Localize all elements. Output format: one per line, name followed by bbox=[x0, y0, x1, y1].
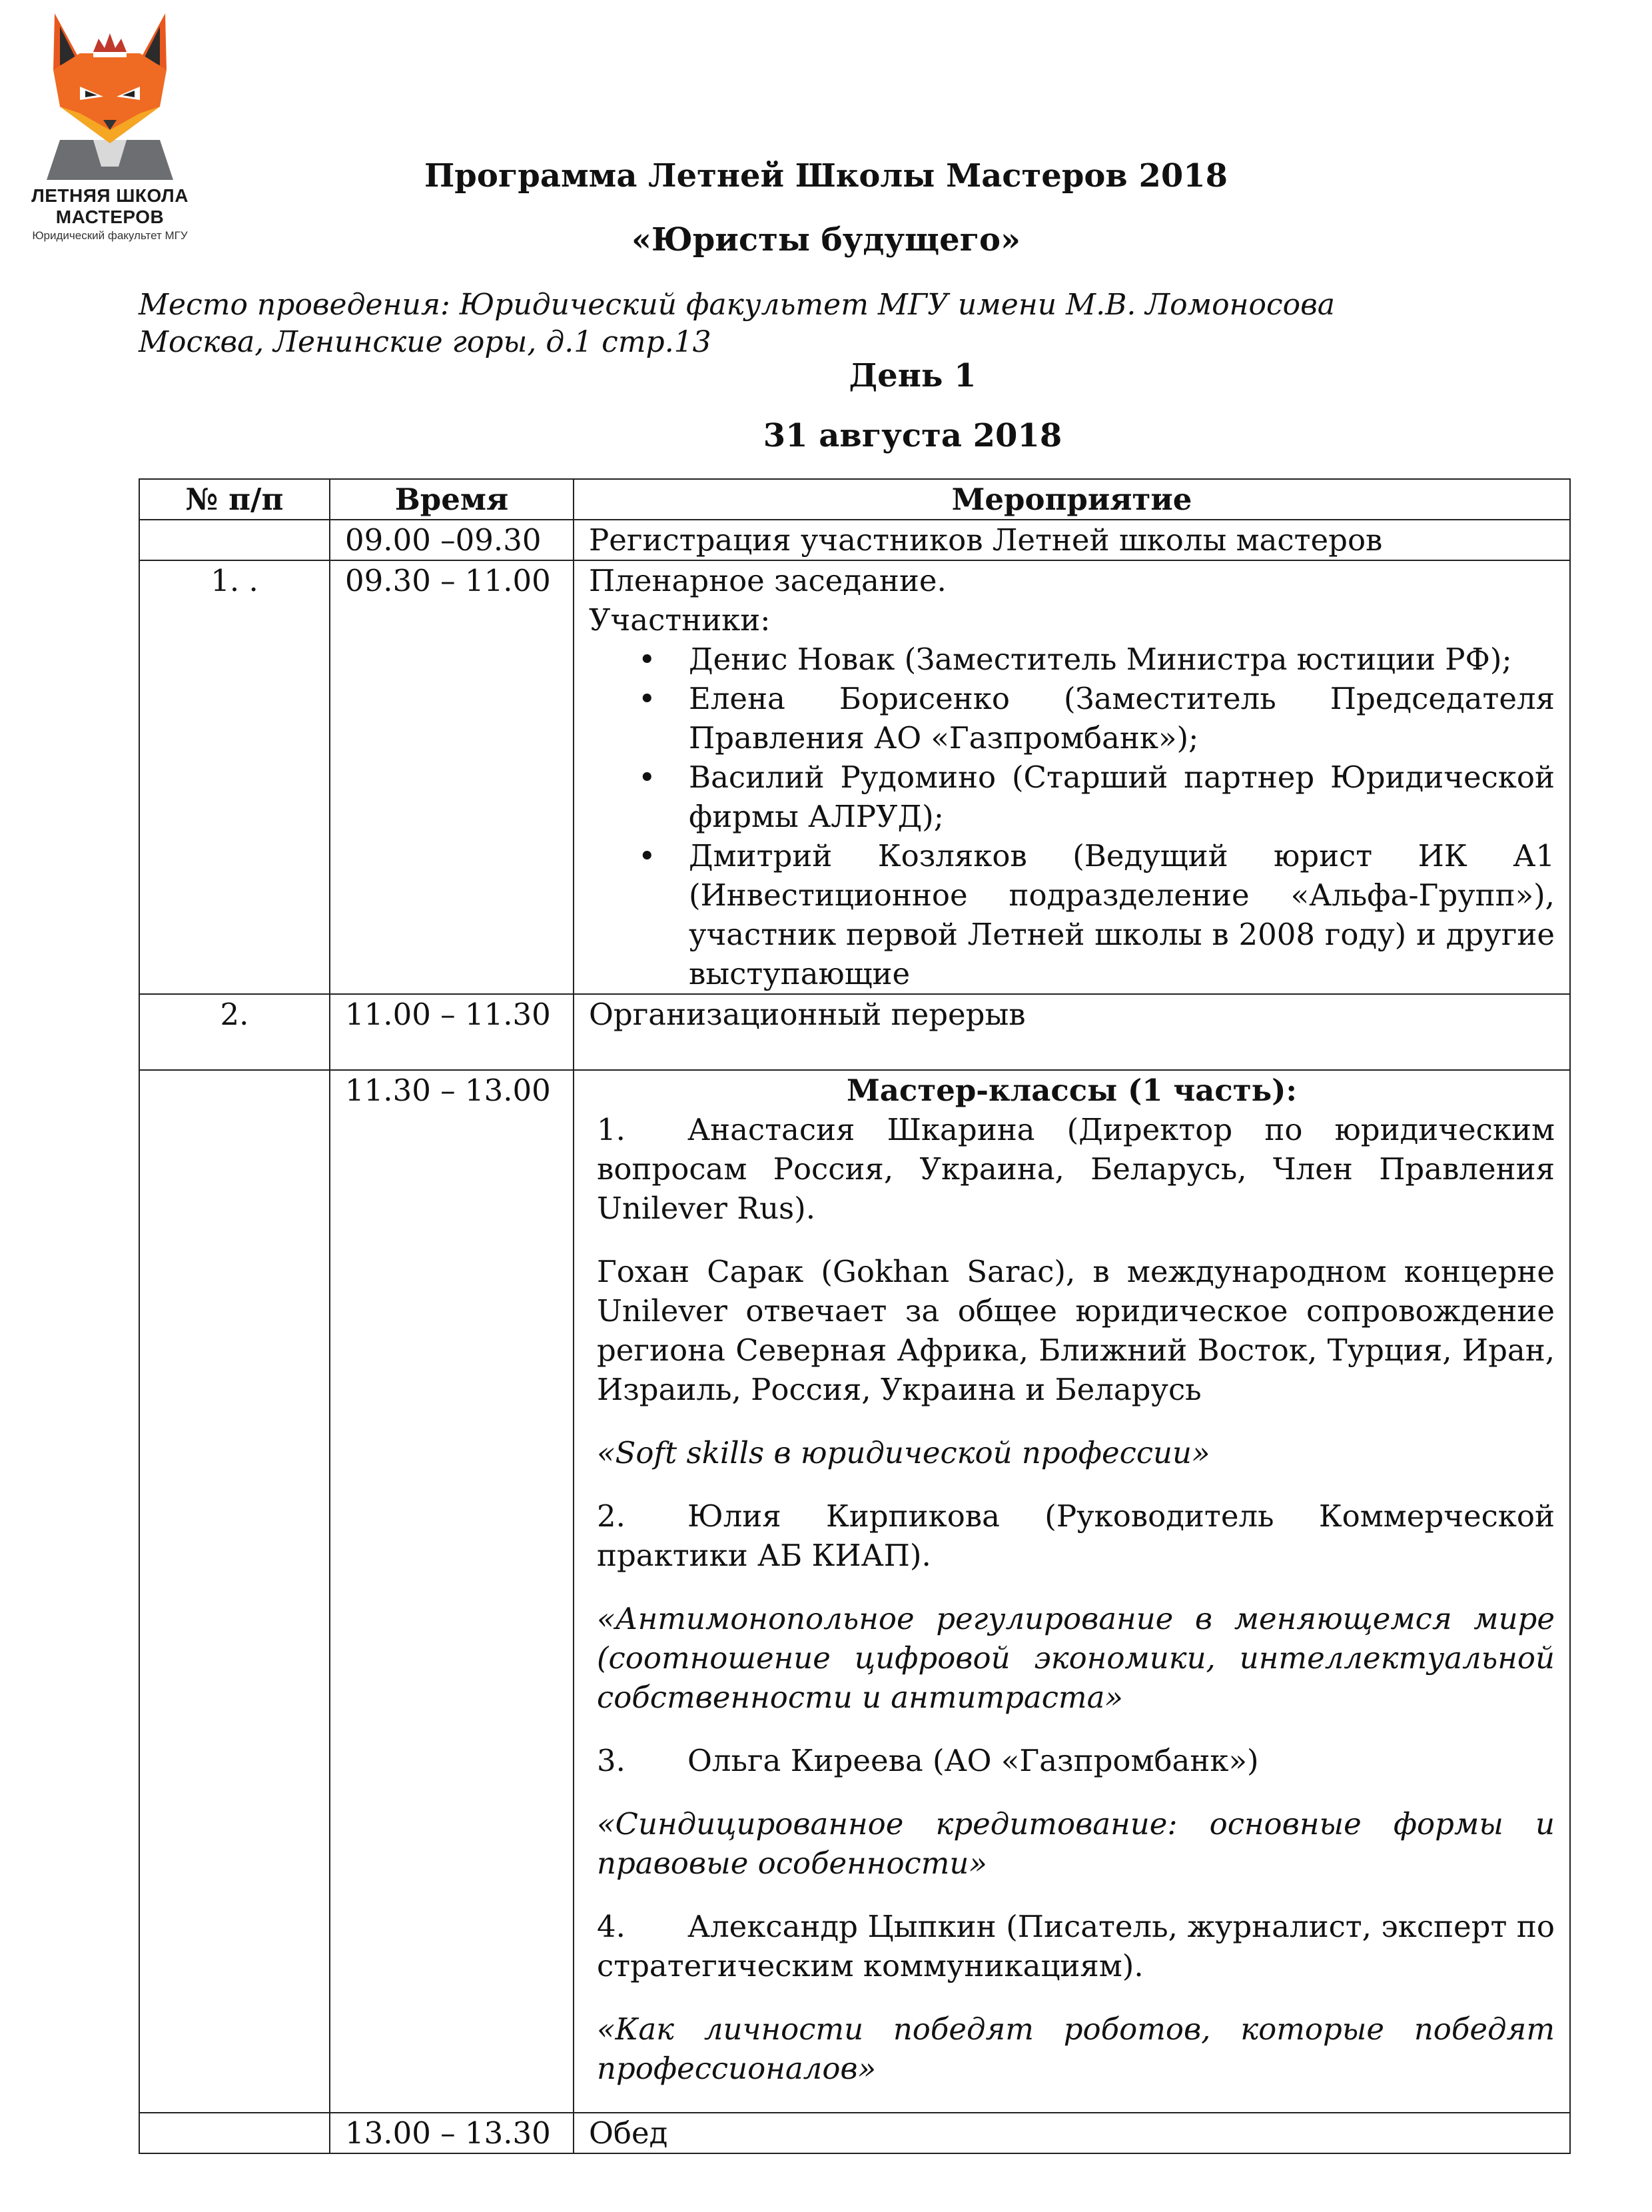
venue-line-1: Место проведения: Юридический факультет МГУ имени М.В. Ломоносова bbox=[139, 288, 1336, 322]
bullet-icon: • bbox=[638, 838, 656, 873]
masterclass-heading: Мастер-классы (1 часть): bbox=[846, 1073, 1298, 1108]
logo-title-line2: МАСТЕРОВ bbox=[55, 207, 165, 227]
table-row bbox=[139, 520, 1570, 560]
bullet-icon: • bbox=[638, 642, 656, 677]
school-logo bbox=[13, 7, 206, 247]
row-time: 09.00 –09.30 bbox=[330, 520, 574, 560]
table-row bbox=[139, 2113, 1570, 2153]
date-heading: 31 августа 2018 bbox=[763, 417, 1062, 454]
table-row bbox=[139, 1070, 1570, 2113]
bullet-icon: • bbox=[638, 760, 656, 795]
header-number: № п/п bbox=[139, 479, 330, 520]
logo-subtitle: Юридический факультет МГУ bbox=[32, 229, 188, 242]
row-number: 1. . bbox=[139, 560, 330, 994]
bullet-icon: • bbox=[638, 681, 656, 716]
row-event bbox=[574, 560, 1570, 994]
list-item: • Денис Новак (Заместитель Министра юстиции РФ); bbox=[689, 640, 1555, 679]
program-table bbox=[139, 478, 1571, 2154]
row-event: Организационный перерыв bbox=[574, 994, 1570, 1070]
plenary-title: Пленарное заседание. bbox=[589, 563, 947, 598]
row-number bbox=[139, 1070, 330, 2113]
document-title: Программа Летней Школы Мастеров 2018 bbox=[424, 157, 1228, 195]
masterclass-topic: «Как личности победят роботов, которые победят профессионалов» bbox=[597, 2011, 1555, 2086]
participants-label: Участники: bbox=[589, 602, 771, 638]
table-header-row bbox=[139, 479, 1570, 520]
row-number bbox=[139, 520, 330, 560]
masterclass-topic: «Soft skills в юридической профессии» bbox=[597, 1435, 1210, 1470]
venue-line-2: Москва, Ленинские горы, д.1 стр.13 bbox=[139, 325, 711, 359]
masterclass-speaker: 2. Юлия Кирпикова (Руководитель Коммерческой практики АБ КИАП). bbox=[597, 1498, 1555, 1573]
fox-logo-icon bbox=[40, 7, 180, 180]
masterclass-speaker: 1. Анастасия Шкарина (Директор по юридическим вопросам Россия, Украина, Беларусь, Член Правления Unilever Rus). bbox=[597, 1112, 1555, 1226]
list-item: • Дмитрий Козляков (Ведущий юрист ИК А1 (Инвестиционное подразделение «Альфа-Групп»), участник первой Летней школы в 2008 году) и другие выступающие bbox=[689, 836, 1555, 993]
masterclass-topic: «Антимонопольное регулирование в меняющемся мире (соотношение цифровой экономики, интеллектуальной собственности и антитраста» bbox=[597, 1601, 1555, 1715]
row-event bbox=[574, 1070, 1570, 2113]
venue bbox=[139, 286, 1335, 361]
row-number: 2. bbox=[139, 994, 330, 1070]
speaker-description: Гохан Сарак (Gokhan Sarac), в международном концерне Unilever отвечает за общее юридическое сопровождение региона Северная Африка, Ближний Восток, Турция, Иран, Израиль, Россия, Украина и Беларусь bbox=[597, 1254, 1555, 1407]
document-subtitle: «Юристы будущего» bbox=[631, 221, 1021, 259]
header-time: Время bbox=[330, 479, 574, 520]
table-row bbox=[139, 560, 1570, 994]
row-event: Обед bbox=[574, 2113, 1570, 2153]
list-item: • Василий Рудомино (Старший партнер Юридической фирмы АЛРУД); bbox=[689, 758, 1555, 836]
masterclass-topic: «Синдицированное кредитование: основные формы и правовые особенности» bbox=[597, 1806, 1555, 1881]
list-item: • Елена Борисенко (Заместитель Председателя Правления АО «Газпромбанк»); bbox=[689, 679, 1555, 758]
day-heading: День 1 bbox=[849, 357, 977, 394]
participants-list bbox=[589, 640, 1555, 993]
masterclass-list bbox=[589, 1110, 1555, 2088]
row-number bbox=[139, 2113, 330, 2153]
logo-title-line1: ЛЕТНЯЯ ШКОЛА bbox=[31, 185, 189, 206]
row-event: Регистрация участников Летней школы мастеров bbox=[574, 520, 1570, 560]
header-event: Мероприятие bbox=[574, 479, 1570, 520]
row-time: 13.00 – 13.30 bbox=[330, 2113, 574, 2153]
table-row bbox=[139, 994, 1570, 1070]
masterclass-speaker: 3. Ольга Киреева (АО «Газпромбанк») bbox=[597, 1743, 1259, 1778]
row-time: 11.00 – 11.30 bbox=[330, 994, 574, 1070]
masterclass-speaker: 4. Александр Цыпкин (Писатель, журналист, эксперт по стратегическим коммуникациям). bbox=[597, 1909, 1555, 1983]
row-time: 11.30 – 13.00 bbox=[330, 1070, 574, 2113]
row-time: 09.30 – 11.00 bbox=[330, 560, 574, 994]
